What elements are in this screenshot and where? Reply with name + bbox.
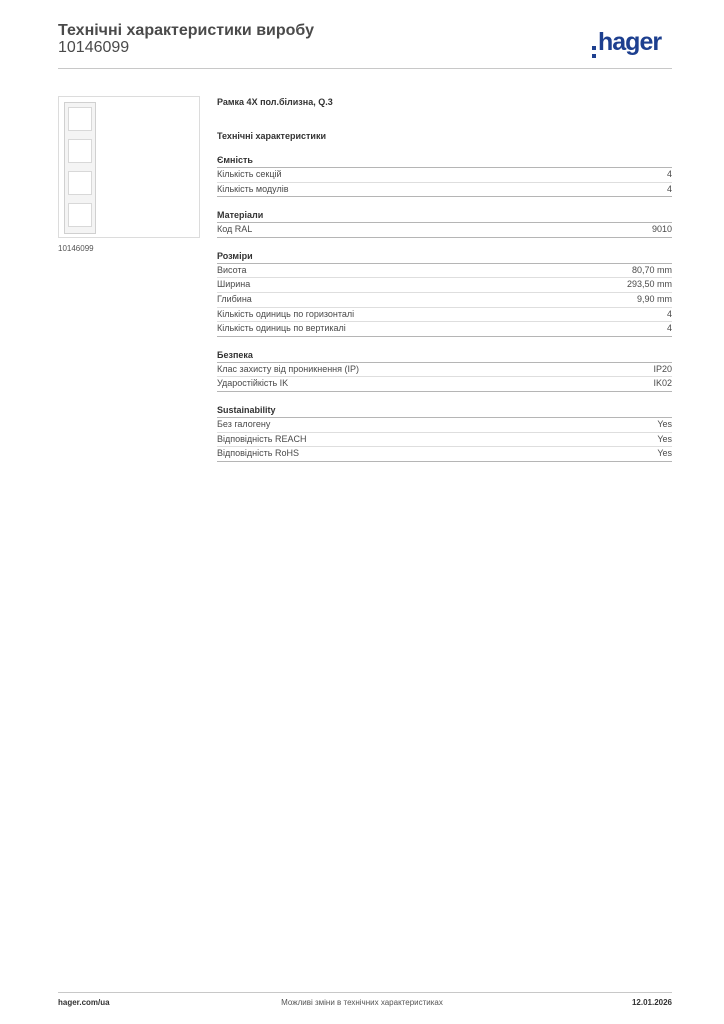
spec-value: Yes — [657, 448, 672, 459]
spec-title: Технічні характеристики — [217, 131, 326, 141]
hager-logo — [592, 28, 661, 60]
spec-label: Ширина — [217, 279, 251, 290]
section-rows — [217, 363, 672, 392]
spec-value: 9,90 mm — [636, 293, 672, 304]
spec-label: Ударостійкість IK — [217, 378, 289, 389]
footer-notice: Можливі зміни в технічних характеристиках — [281, 998, 443, 1007]
section-title: Матеріали — [217, 209, 672, 223]
spec-row — [217, 433, 672, 448]
spec-section — [217, 154, 672, 197]
spec-row — [217, 447, 672, 462]
spec-row — [217, 223, 672, 238]
spec-value: Yes — [657, 418, 672, 429]
spec-value: 293,50 mm — [626, 279, 672, 290]
spec-label: Глибина — [217, 293, 252, 304]
section-title: Sustainability — [217, 404, 672, 418]
spec-row — [217, 183, 672, 198]
spec-content — [217, 96, 672, 462]
spec-row — [217, 264, 672, 279]
spec-value: 9010 — [651, 224, 672, 235]
spec-value: IP20 — [653, 363, 672, 374]
spec-section — [217, 404, 672, 462]
spec-row — [217, 322, 672, 337]
spec-label: Без галогену — [217, 418, 271, 429]
section-title: Розміри — [217, 250, 672, 264]
product-name: Рамка 4Х пол.білизна, Q.3 — [217, 97, 333, 107]
section-title: Ємність — [217, 154, 672, 168]
spec-label: Відповідність REACH — [217, 433, 307, 444]
footer-date: 12.01.2026 — [631, 998, 672, 1007]
spec-row — [217, 418, 672, 433]
section-rows — [217, 168, 672, 197]
section-title: Безпека — [217, 349, 672, 363]
spec-section — [217, 349, 672, 392]
frame-cell — [68, 139, 92, 163]
spec-label: Кількість одиниць по вертикалі — [217, 323, 346, 334]
spec-section — [217, 209, 672, 238]
spec-value: 4 — [666, 183, 672, 194]
spec-value: 4 — [666, 308, 672, 319]
spec-row — [217, 363, 672, 378]
spec-value: 4 — [666, 323, 672, 334]
footer-divider — [58, 992, 672, 993]
spec-value: 4 — [666, 169, 672, 179]
spec-label: Відповідність RoHS — [217, 448, 299, 459]
frame-cell — [68, 203, 92, 227]
logo-text: hager — [598, 28, 662, 56]
section-rows — [217, 264, 672, 337]
frame-cell — [68, 107, 92, 131]
spec-label: Кількість секцій — [217, 169, 282, 179]
spec-label: Висота — [217, 264, 247, 275]
product-code: 10146099 — [58, 39, 130, 56]
spec-section — [217, 250, 672, 337]
spec-value: 80,70 mm — [631, 264, 672, 275]
footer-website: hager.com/ua — [58, 998, 110, 1007]
frame-illustration — [64, 102, 96, 234]
spec-value: Yes — [657, 433, 672, 444]
spec-label: Кількість одиниць по горизонталі — [217, 308, 355, 319]
spec-label: Код RAL — [217, 224, 253, 235]
spec-row — [217, 293, 672, 308]
spec-label: Клас захисту від проникнення (IP) — [217, 363, 360, 374]
image-caption: 10146099 — [58, 244, 94, 253]
logo-dots-icon — [592, 44, 596, 60]
header-divider — [58, 68, 672, 69]
spec-row — [217, 308, 672, 323]
spec-value: IK02 — [653, 378, 672, 389]
section-rows — [217, 223, 672, 238]
section-rows — [217, 418, 672, 462]
spec-sections — [217, 154, 672, 462]
spec-row — [217, 168, 672, 183]
page-title: Технічні характеристики виробу — [58, 22, 314, 39]
spec-label: Кількість модулів — [217, 183, 289, 194]
spec-row — [217, 377, 672, 392]
spec-row — [217, 278, 672, 293]
frame-cell — [68, 171, 92, 195]
